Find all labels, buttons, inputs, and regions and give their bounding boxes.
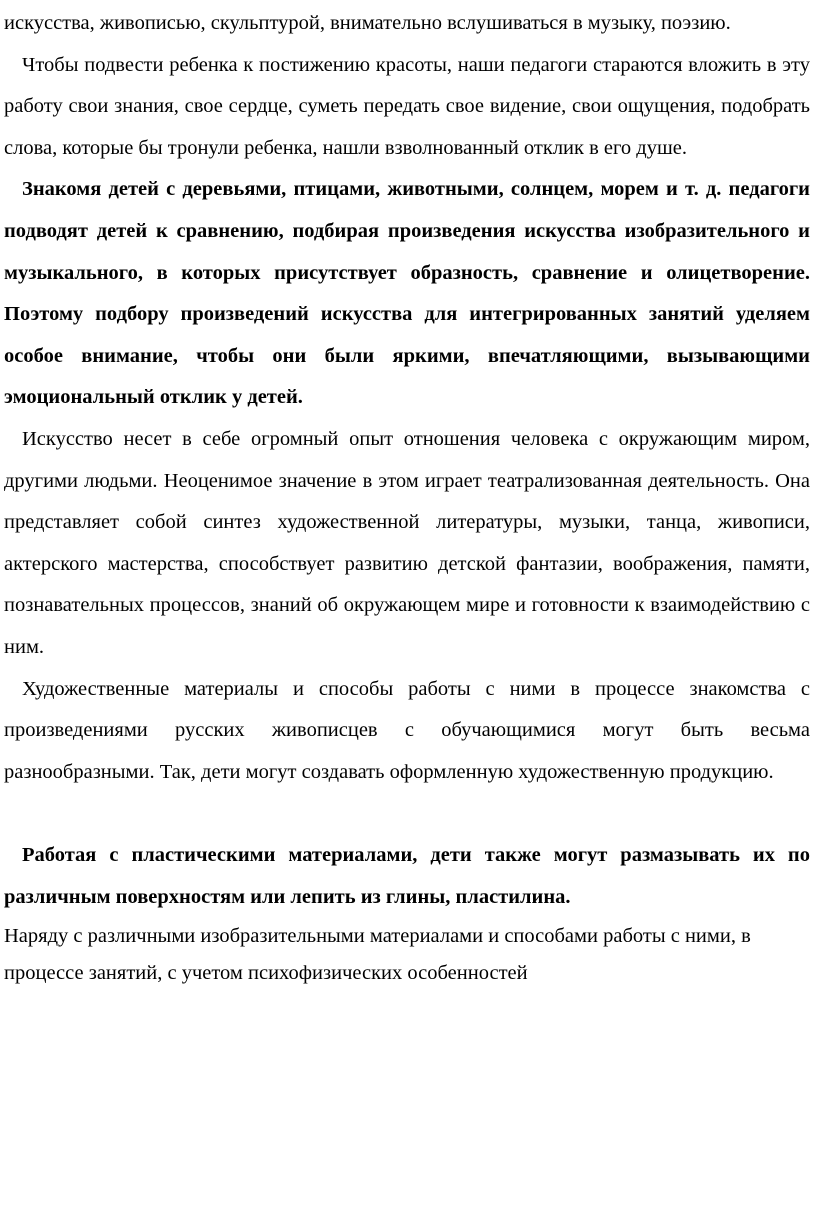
paragraph-materials: Художественные материалы и способы работы с ними в процессе знакомства с произведениями русских живописцев с обучающимися могут быть весьма разнообразными. Так, дети могут создавать оформленную художественную продукцию.	[4, 677, 810, 783]
paragraph-plastic-materials: Работая с пластическими материалами, дети также могут размазывать их по различным поверхностям или лепить из глины, пластилина.	[4, 844, 810, 908]
paragraph-beauty: Чтобы подвести ребенка к постижению красоты, наши педагоги стараются вложить в эту работу свои знания, свое сердце, суметь передать свое видение, свои ощущения, подобрать слова, которые бы тронули ребенка, нашли взволнованный отклик в его душе.	[4, 53, 810, 159]
paragraph-gap	[4, 793, 810, 835]
paragraph-psychophysical: Наряду с различными изобразительными материалами и способами работы с ними, в процессе занятий, с учетом психофизических особенностей	[4, 925, 751, 985]
paragraph-arts-continuation: искусства, живописью, скульптурой, внимательно вслушиваться в музыку, поэзию.	[4, 12, 731, 34]
paragraph-nature-comparison: Знакомя детей с деревьями, птицами, животными, солнцем, морем и т. д. педагоги подводят детей к сравнению, подбирая произведения искусства изобразительного и музыкального, в которых присутствует образность, сравнение и олицетворение. Поэтому подбору произведений искусства для интегрированных занятий уделяем особое внимание, чтобы они были яркими, впечатляющими, вызывающими эмоциональный отклик у детей.	[4, 178, 810, 409]
paragraph-theatre: Искусство несет в себе огромный опыт отношения человека с окружающим миром, другими людьми. Неоценимое значение в этом играет театрализованная деятельность. Она представляет собой синтез художественной литературы, музыки, танца, живописи, актерского мастерства, способствует развитию детской фантазии, воображения, памяти, познавательных процессов, знаний об окружающем мире и готовности к взаимодействию с ним.	[4, 427, 810, 658]
